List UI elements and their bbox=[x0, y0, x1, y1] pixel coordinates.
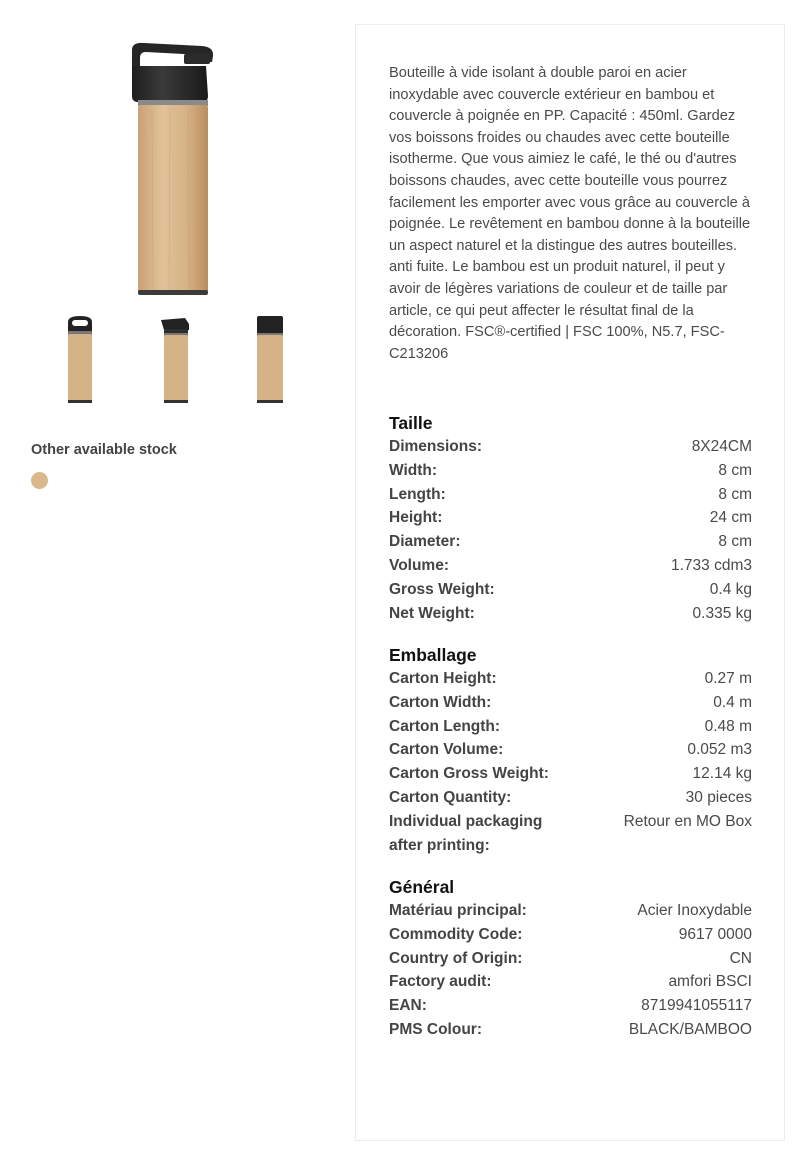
spec-row bbox=[389, 554, 752, 578]
taille-rows bbox=[389, 435, 752, 625]
thumbnail-1[interactable] bbox=[60, 312, 100, 407]
general-rows bbox=[389, 899, 752, 1042]
spec-row bbox=[389, 691, 752, 715]
spec-label: PMS Colour: bbox=[389, 1020, 482, 1038]
section-taille bbox=[389, 411, 752, 625]
spec-value: amfori BSCI bbox=[668, 973, 752, 991]
spec-value: 8 cm bbox=[718, 533, 752, 551]
spec-label: Carton Width: bbox=[389, 693, 492, 711]
product-details-panel bbox=[355, 24, 785, 1141]
spec-row bbox=[389, 970, 752, 994]
section-title-taille: Taille bbox=[389, 413, 433, 433]
section-emballage bbox=[389, 643, 752, 857]
spec-row bbox=[389, 1018, 752, 1042]
other-stock-label: Other available stock bbox=[31, 442, 177, 458]
spec-label: Commodity Code: bbox=[389, 925, 523, 943]
section-title-emballage: Emballage bbox=[389, 645, 477, 665]
spec-label: Volume: bbox=[389, 556, 449, 574]
spec-value: 8719941055117 bbox=[641, 997, 752, 1015]
spec-value: 30 pieces bbox=[685, 788, 752, 806]
spec-row bbox=[389, 786, 752, 810]
spec-value: Retour en MO Box bbox=[623, 812, 752, 830]
spec-row bbox=[389, 483, 752, 507]
spec-label: Gross Weight: bbox=[389, 580, 495, 598]
thumbnail-2[interactable] bbox=[155, 312, 195, 407]
spec-row bbox=[389, 947, 752, 971]
spec-label: Length: bbox=[389, 485, 446, 503]
spec-value: 1.733 cdm3 bbox=[671, 556, 752, 574]
spec-label: Diameter: bbox=[389, 533, 461, 551]
spec-value: 0.4 kg bbox=[709, 580, 752, 598]
spec-value: 0.27 m bbox=[704, 670, 752, 687]
thumbnail-strip bbox=[30, 312, 330, 407]
thumbnail-3[interactable] bbox=[250, 312, 290, 407]
spec-row bbox=[389, 810, 752, 858]
spec-value: 12.14 kg bbox=[692, 765, 752, 783]
product-gallery bbox=[0, 0, 340, 1159]
spec-value: Acier Inoxydable bbox=[637, 902, 752, 919]
emballage-rows bbox=[389, 667, 752, 857]
spec-value: 0.48 m bbox=[704, 717, 752, 735]
spec-value: 8 cm bbox=[718, 461, 752, 479]
spec-label: Carton Gross Weight: bbox=[389, 765, 549, 783]
spec-value: 0.4 m bbox=[713, 693, 752, 711]
spec-row bbox=[389, 667, 752, 691]
spec-value: 8X24CM bbox=[691, 438, 752, 455]
spec-row bbox=[389, 435, 752, 459]
section-general bbox=[389, 875, 752, 1042]
spec-row bbox=[389, 459, 752, 483]
spec-value: CN bbox=[729, 949, 752, 967]
spec-label: Carton Volume: bbox=[389, 741, 504, 759]
spec-label: Height: bbox=[389, 509, 443, 527]
spec-label: Carton Quantity: bbox=[389, 788, 512, 806]
spec-label: Carton Height: bbox=[389, 670, 497, 687]
spec-label: EAN: bbox=[389, 997, 427, 1015]
section-title-general: Général bbox=[389, 877, 455, 897]
spec-label: Factory audit: bbox=[389, 973, 492, 991]
spec-label: Carton Length: bbox=[389, 717, 501, 735]
spec-row bbox=[389, 994, 752, 1018]
spec-label: Individual packaging after printing: bbox=[389, 812, 543, 854]
color-swatch-bamboo[interactable] bbox=[31, 472, 48, 489]
spec-value: 0.052 m3 bbox=[687, 741, 752, 759]
spec-label: Width: bbox=[389, 461, 438, 479]
spec-row bbox=[389, 578, 752, 602]
spec-row bbox=[389, 506, 752, 530]
spec-row bbox=[389, 530, 752, 554]
spec-label: Net Weight: bbox=[389, 604, 475, 622]
spec-value: 8 cm bbox=[718, 485, 752, 503]
spec-row bbox=[389, 715, 752, 739]
spec-row bbox=[389, 602, 752, 626]
spec-value: 0.335 kg bbox=[692, 604, 752, 622]
spec-value: BLACK/BAMBOO bbox=[628, 1020, 752, 1038]
spec-value: 9617 0000 bbox=[678, 925, 752, 943]
spec-label: Dimensions: bbox=[389, 438, 483, 455]
spec-label: Matériau principal: bbox=[389, 902, 527, 919]
spec-row bbox=[389, 738, 752, 762]
spec-row bbox=[389, 923, 752, 947]
spec-row bbox=[389, 899, 752, 923]
product-main-image bbox=[122, 40, 222, 300]
spec-value: 24 cm bbox=[709, 509, 752, 527]
product-description: Bouteille à vide isolant à double paroi en acier inoxydable avec couvercle extérieur en bambou et couvercle à poignée en PP. Capacité : 450ml. Gardez vos boissons froides ou chaudes avec cette bouteille isotherme. Que vous aimiez le café, le thé ou d'autres boissons chaudes, avec cette bouteille vous pourrez facilement les emporter avec vous grâce au couvercle à poignée. Le revêtement en bambou donne à la bouteille un aspect naturel et la distingue des autres bouteilles. anti fuite. Le bambou est un produit naturel, il peut y avoir de légères variations de couleur et de taille par article, ce qui peut affecter le résultat final de la décoration. FSC®-certified | FSC 100%, N5.7, FSC-C213206 bbox=[389, 65, 751, 362]
spec-label: Country of Origin: bbox=[389, 949, 523, 967]
spec-row bbox=[389, 762, 752, 786]
